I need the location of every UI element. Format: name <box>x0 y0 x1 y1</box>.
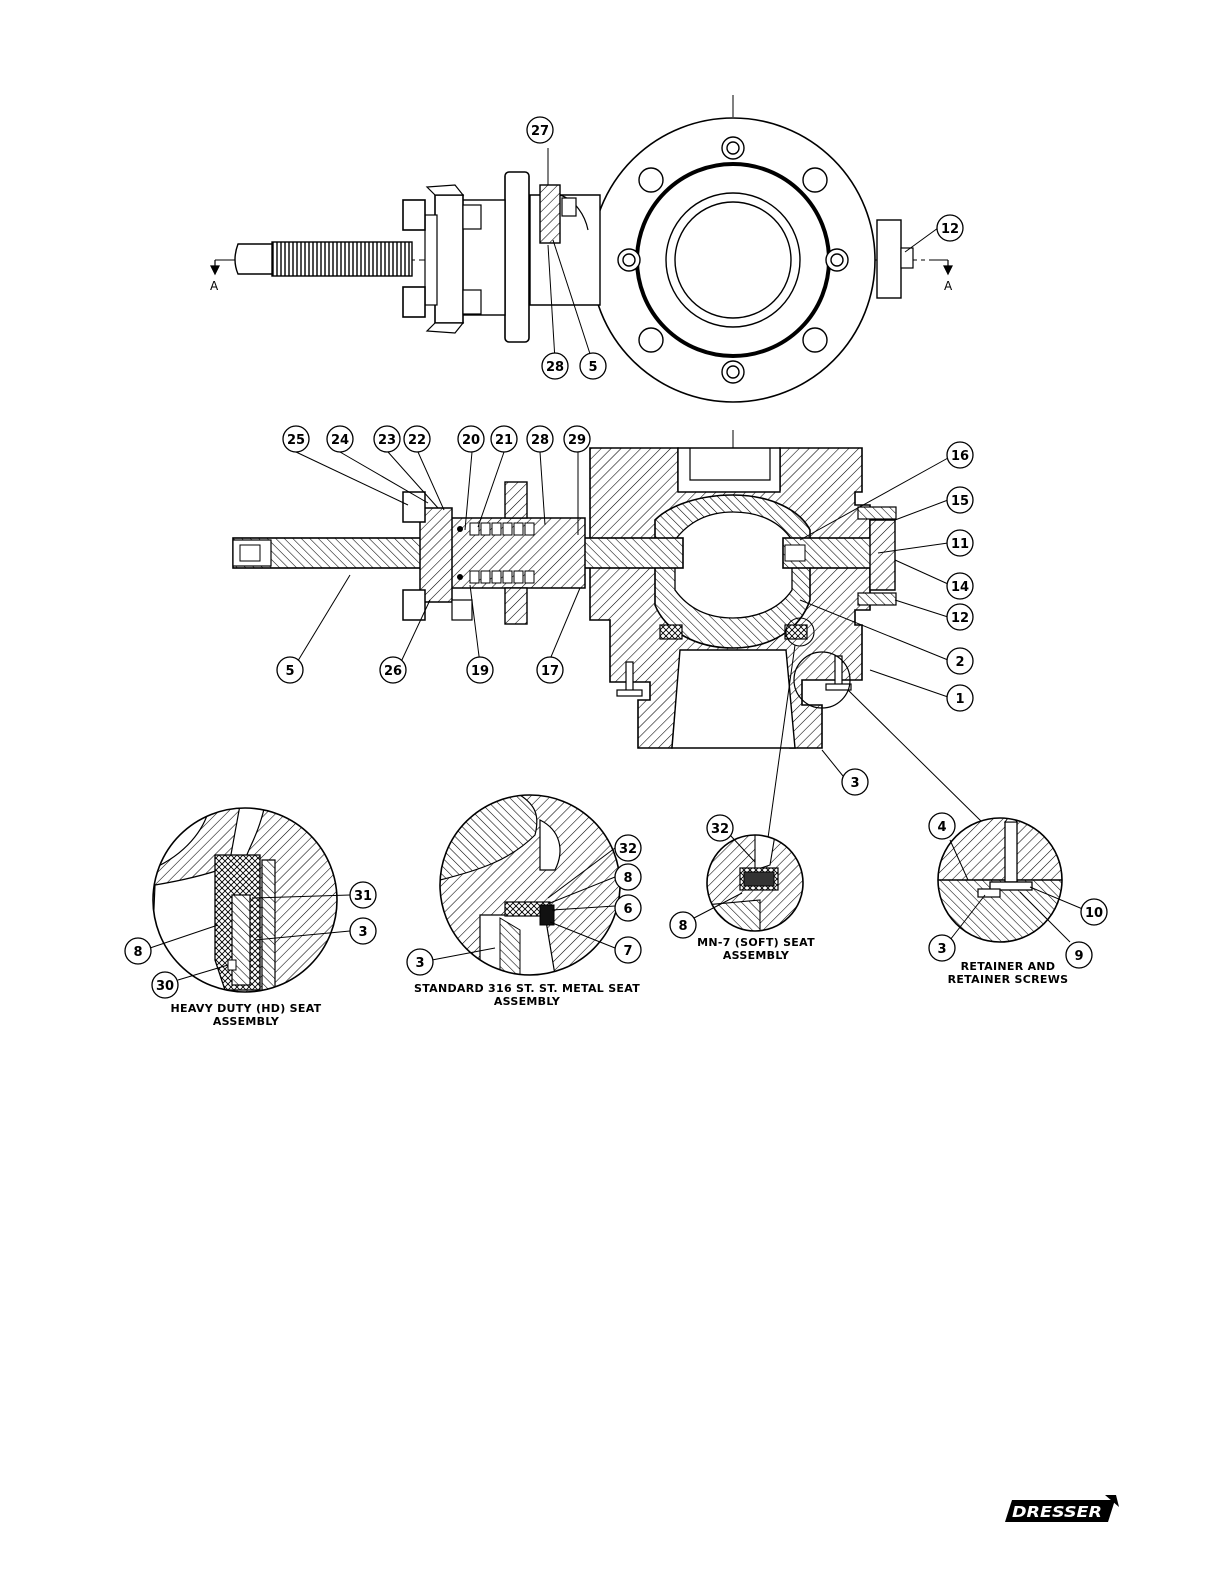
svg-text:27: 27 <box>530 124 550 139</box>
gland-flange <box>435 195 463 323</box>
svg-text:9: 9 <box>1074 949 1084 964</box>
callout-7 <box>615 937 641 963</box>
svg-text:19: 19 <box>470 664 490 679</box>
caption-retainer-1: RETAINER AND <box>960 960 1056 973</box>
seat-tube <box>672 650 795 748</box>
callout-29 <box>564 426 590 452</box>
body-cavity <box>678 448 780 492</box>
detail-standard-seat <box>407 795 641 1008</box>
callout-26 <box>380 657 406 683</box>
gland-nut-bottom <box>403 590 425 620</box>
callout-32-soft <box>707 815 733 841</box>
svg-text:29: 29 <box>567 433 587 448</box>
callout-21 <box>491 426 517 452</box>
callout-9 <box>1066 942 1092 968</box>
lever-block <box>540 185 560 243</box>
nut-top <box>403 200 425 230</box>
svg-text:12: 12 <box>940 222 960 237</box>
svg-text:5: 5 <box>588 360 598 375</box>
callout-28-top <box>542 353 568 379</box>
callout-8-hd <box>125 938 151 964</box>
svg-text:3: 3 <box>415 956 425 971</box>
detail-soft-seat <box>670 815 815 962</box>
caption-retainer-2: RETAINER SCREWS <box>947 973 1069 986</box>
svg-text:24: 24 <box>330 433 350 448</box>
callout-8-soft <box>670 912 696 938</box>
svg-text:8: 8 <box>623 871 633 886</box>
callout-4 <box>929 813 955 839</box>
callout-12-section <box>947 604 973 630</box>
stem-splined <box>272 242 412 276</box>
callout-31 <box>350 882 376 908</box>
svg-text:20: 20 <box>461 433 481 448</box>
section-label-left: A <box>210 279 219 293</box>
section-label-right: A <box>944 279 953 293</box>
svg-text:25: 25 <box>286 433 306 448</box>
callout-12-top <box>937 215 963 241</box>
svg-text:10: 10 <box>1084 906 1104 921</box>
callout-14 <box>947 573 973 599</box>
flange-bore-inner <box>675 202 791 318</box>
svg-text:32: 32 <box>710 822 730 837</box>
svg-text:3: 3 <box>937 942 947 957</box>
caption-standard-2: ASSEMBLY <box>493 995 561 1008</box>
svg-text:2: 2 <box>955 655 965 670</box>
callout-25 <box>283 426 309 452</box>
svg-text:14: 14 <box>950 580 970 595</box>
callout-6 <box>615 895 641 921</box>
svg-text:8: 8 <box>678 919 688 934</box>
svg-text:32: 32 <box>618 842 638 857</box>
callout-1 <box>947 685 973 711</box>
svg-text:23: 23 <box>377 433 397 448</box>
section-view <box>233 426 985 838</box>
seat-ring-right <box>785 625 807 639</box>
callout-10 <box>1081 899 1107 925</box>
svg-text:5: 5 <box>285 664 295 679</box>
callout-3-std <box>407 949 433 975</box>
callout-16 <box>947 442 973 468</box>
caption-heavy-duty-2: ASSEMBLY <box>212 1015 280 1028</box>
detail-heavy-duty <box>125 805 376 1028</box>
caption-soft-2: ASSEMBLY <box>722 949 790 962</box>
packing-flange <box>505 172 529 342</box>
svg-text:22: 22 <box>407 433 427 448</box>
svg-text:26: 26 <box>383 664 403 679</box>
nut-bottom <box>403 287 425 317</box>
svg-text:8: 8 <box>133 945 143 960</box>
callout-23 <box>374 426 400 452</box>
svg-text:12: 12 <box>950 611 970 626</box>
svg-text:21: 21 <box>494 433 514 448</box>
svg-text:3: 3 <box>850 776 860 791</box>
ball-bore <box>675 512 792 618</box>
callout-5-top <box>580 353 606 379</box>
seat-ring-left <box>660 625 682 639</box>
section-arrow-left <box>211 260 219 274</box>
callout-22 <box>404 426 430 452</box>
callout-5-section <box>277 657 303 683</box>
svg-text:30: 30 <box>155 979 175 994</box>
section-arrow-right <box>944 260 952 274</box>
svg-text:16: 16 <box>950 449 970 464</box>
svg-text:17: 17 <box>540 664 560 679</box>
caption-standard-1: STANDARD 316 ST. ST. METAL SEAT <box>413 982 641 995</box>
caption-soft-1: MN-7 (SOFT) SEAT <box>697 936 815 949</box>
callout-3-hd <box>350 918 376 944</box>
detail-retainer <box>929 813 1107 986</box>
svg-text:1: 1 <box>955 692 965 707</box>
svg-text:3: 3 <box>358 925 368 940</box>
bearing-cap <box>870 520 895 590</box>
callout-28-section <box>527 426 553 452</box>
svg-text:7: 7 <box>623 944 633 959</box>
svg-text:31: 31 <box>353 889 373 904</box>
svg-text:11: 11 <box>950 537 970 552</box>
callout-27 <box>527 117 553 143</box>
callout-15 <box>947 487 973 513</box>
callout-17 <box>537 657 563 683</box>
stem-end <box>235 244 272 274</box>
dresser-logo <box>1005 1495 1119 1522</box>
callout-8-std <box>615 864 641 890</box>
callout-3-retainer <box>929 935 955 961</box>
callout-19 <box>467 657 493 683</box>
callout-2 <box>947 648 973 674</box>
svg-text:28: 28 <box>545 360 565 375</box>
callout-30 <box>152 972 178 998</box>
caption-heavy-duty-1: HEAVY DUTY (HD) SEAT <box>170 1002 322 1015</box>
svg-text:15: 15 <box>950 494 970 509</box>
callout-11 <box>947 530 973 556</box>
callout-24 <box>327 426 353 452</box>
callout-3-section <box>842 769 868 795</box>
top-view <box>210 95 963 402</box>
svg-text:28: 28 <box>530 433 550 448</box>
callout-32-std <box>615 835 641 861</box>
svg-text:4: 4 <box>937 820 947 835</box>
end-cap-right <box>877 220 901 298</box>
gland-nut-top <box>403 492 425 522</box>
svg-text:6: 6 <box>623 902 633 917</box>
logo-text: DRESSER <box>1012 1503 1102 1521</box>
callout-20 <box>458 426 484 452</box>
